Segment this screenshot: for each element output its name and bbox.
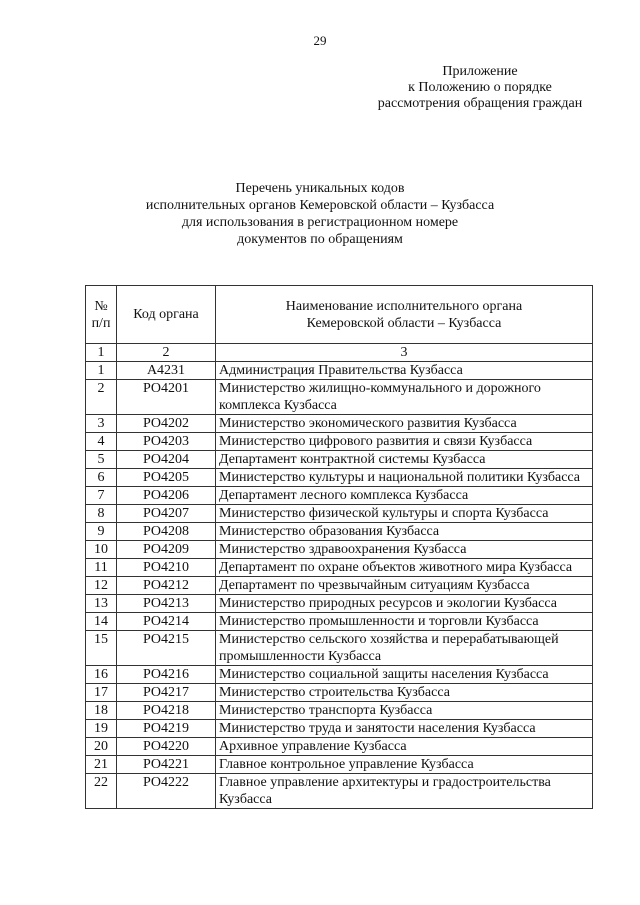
table-row	[86, 487, 593, 505]
row-number: 8	[86, 505, 117, 523]
organ-code: РО4202	[117, 415, 216, 433]
organ-name: Министерство цифрового развития и связи Кузбасса	[216, 433, 593, 451]
row-number: 3	[86, 415, 117, 433]
organ-name: Министерство строительства Кузбасса	[216, 684, 593, 702]
organ-code: РО4219	[117, 720, 216, 738]
row-number: 21	[86, 756, 117, 774]
table-row	[86, 577, 593, 595]
row-number: 11	[86, 559, 117, 577]
table-row	[86, 613, 593, 631]
organ-name: Министерство культуры и национальной политики Кузбасса	[216, 469, 593, 487]
organ-code: РО4214	[117, 613, 216, 631]
table-row	[86, 631, 593, 666]
header-name-line: Кемеровской области – Кузбасса	[306, 315, 502, 331]
column-index: 3	[216, 344, 593, 362]
column-index: 2	[117, 344, 216, 362]
title-line: Перечень уникальных кодов	[235, 181, 405, 196]
table-row	[86, 738, 593, 756]
organ-name: Министерство транспорта Кузбасса	[216, 702, 593, 720]
organ-name: Главное контрольное управление Кузбасса	[216, 756, 593, 774]
organ-code: РО4204	[117, 451, 216, 469]
organ-name: Министерство сельского хозяйства и перерабатывающей промышленности Кузбасса	[216, 631, 593, 666]
organ-code: РО4203	[117, 433, 216, 451]
organ-name: Министерство социальной защиты населения Кузбасса	[216, 666, 593, 684]
row-number: 14	[86, 613, 117, 631]
organ-code: РО4209	[117, 541, 216, 559]
organ-code: РО4221	[117, 756, 216, 774]
table-row	[86, 756, 593, 774]
row-number: 22	[86, 774, 117, 809]
table-row	[86, 380, 593, 415]
row-number: 13	[86, 595, 117, 613]
header-code: Код органа	[117, 286, 216, 344]
organ-code: РО4215	[117, 631, 216, 666]
organ-name: Министерство жилищно-коммунального и дорожного комплекса Кузбасса	[216, 380, 593, 415]
row-number: 17	[86, 684, 117, 702]
row-number: 2	[86, 380, 117, 415]
header-name-line: Наименование исполнительного органа	[285, 298, 523, 314]
table-row	[86, 684, 593, 702]
organ-name: Министерство здравоохранения Кузбасса	[216, 541, 593, 559]
organ-name: Департамент по чрезвычайным ситуациям Кузбасса	[216, 577, 593, 595]
row-number: 18	[86, 702, 117, 720]
appendix-line: к Положению о порядке	[408, 80, 552, 95]
organ-name: Министерство образования Кузбасса	[216, 523, 593, 541]
table-row	[86, 595, 593, 613]
organ-code: РО4205	[117, 469, 216, 487]
organ-code: РО4216	[117, 666, 216, 684]
table-row	[86, 666, 593, 684]
appendix-line: рассмотрения обращения граждан	[377, 96, 583, 111]
row-number: 15	[86, 631, 117, 666]
organ-code: РО4207	[117, 505, 216, 523]
codes-table	[85, 285, 593, 809]
table-row	[86, 433, 593, 451]
organ-code: А4231	[117, 362, 216, 380]
page-number: 29	[313, 33, 327, 48]
table-row	[86, 451, 593, 469]
header-num-line: №	[94, 298, 108, 314]
organ-code: РО4208	[117, 523, 216, 541]
table-row	[86, 505, 593, 523]
table-row	[86, 720, 593, 738]
document-title	[0, 180, 640, 248]
row-number: 9	[86, 523, 117, 541]
organ-name: Министерство физической культуры и спорта Кузбасса	[216, 505, 593, 523]
title-line: документов по обращениям	[237, 232, 403, 247]
row-number: 12	[86, 577, 117, 595]
header-num	[86, 286, 117, 344]
organ-name: Главное управление архитектуры и градостроительства Кузбасса	[216, 774, 593, 809]
organ-code: РО4217	[117, 684, 216, 702]
row-number: 7	[86, 487, 117, 505]
row-number: 4	[86, 433, 117, 451]
title-line: исполнительных органов Кемеровской области – Кузбасса	[145, 198, 495, 213]
title-line: для использования в регистрационном номере	[181, 215, 459, 230]
organ-name: Архивное управление Кузбасса	[216, 738, 593, 756]
organ-code: РО4213	[117, 595, 216, 613]
row-number: 6	[86, 469, 117, 487]
organ-name: Министерство труда и занятости населения Кузбасса	[216, 720, 593, 738]
organ-code: РО4206	[117, 487, 216, 505]
organ-name: Министерство промышленности и торговли Кузбасса	[216, 613, 593, 631]
row-number: 5	[86, 451, 117, 469]
organ-name: Министерство природных ресурсов и экологии Кузбасса	[216, 595, 593, 613]
row-number: 20	[86, 738, 117, 756]
organ-name: Администрация Правительства Кузбасса	[216, 362, 593, 380]
organ-name: Департамент по охране объектов животного мира Кузбасса	[216, 559, 593, 577]
column-index-row	[86, 344, 593, 362]
table-row	[86, 541, 593, 559]
organ-name: Министерство экономического развития Кузбасса	[216, 415, 593, 433]
table-row	[86, 362, 593, 380]
organ-code: РО4212	[117, 577, 216, 595]
organ-code: РО4218	[117, 702, 216, 720]
organ-code: РО4220	[117, 738, 216, 756]
column-index: 1	[86, 344, 117, 362]
organ-name: Департамент лесного комплекса Кузбасса	[216, 487, 593, 505]
appendix-line: Приложение	[442, 64, 518, 79]
table-row	[86, 774, 593, 809]
organ-name: Департамент контрактной системы Кузбасса	[216, 451, 593, 469]
table-row	[86, 523, 593, 541]
header-name	[216, 286, 593, 344]
row-number: 10	[86, 541, 117, 559]
table-row	[86, 559, 593, 577]
organ-code: РО4210	[117, 559, 216, 577]
table-row	[86, 702, 593, 720]
table-row	[86, 469, 593, 487]
table-header-row	[86, 286, 593, 344]
header-num-line: п/п	[91, 315, 111, 331]
appendix-note	[340, 64, 620, 112]
row-number: 16	[86, 666, 117, 684]
organ-code: РО4222	[117, 774, 216, 809]
row-number: 19	[86, 720, 117, 738]
row-number: 1	[86, 362, 117, 380]
organ-code: РО4201	[117, 380, 216, 415]
table-row	[86, 415, 593, 433]
